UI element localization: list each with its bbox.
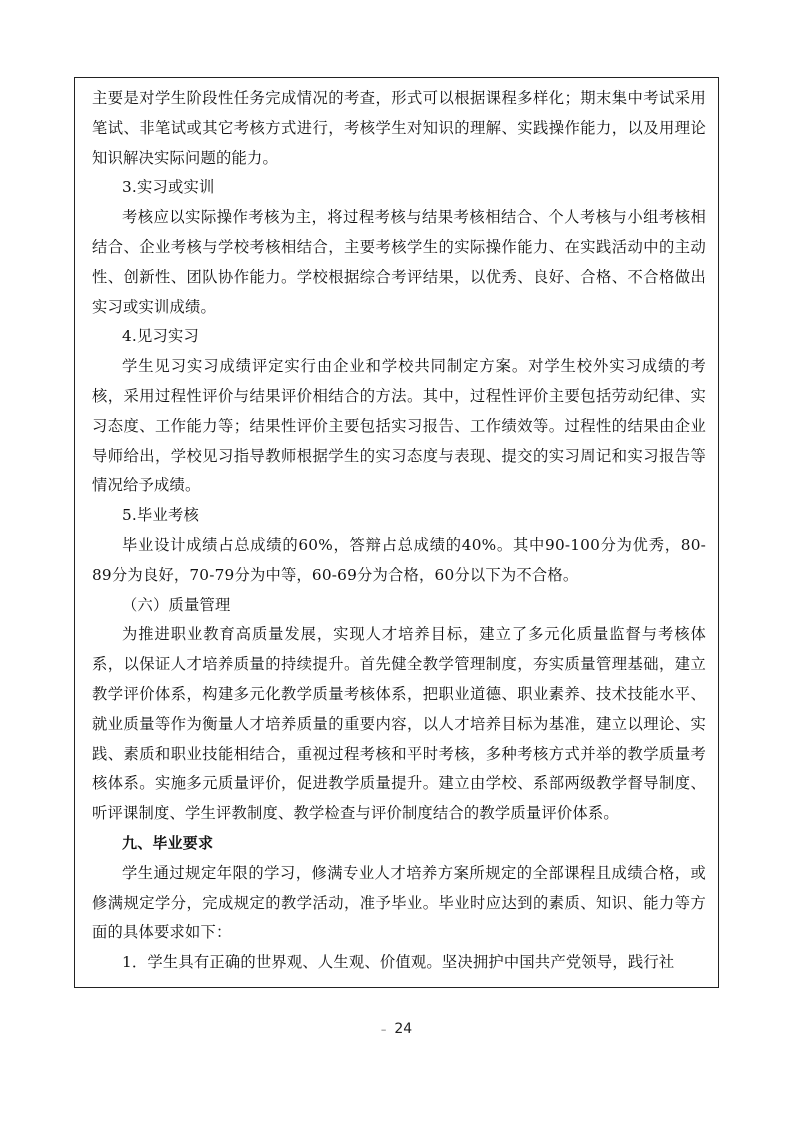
page-number — [0, 1021, 793, 1037]
page-number-dash: – — [380, 1023, 387, 1036]
paragraph-graduation-assessment: 毕业设计成绩占总成绩的60%，答辩占总成绩的40%。其中90-100分为优秀，80-89分为良好，70-79分为中等，60-69分为合格，60分以下为不合格。 — [92, 535, 706, 584]
heading-observe: 4.见习实习 — [122, 327, 199, 346]
paragraph-internship: 考核应以实际操作考核为主，将过程考核与结果考核相结合、个人考核与小组考核相结合、企业考核与学校考核相结合，主要考核学生的实际操作能力、在实践活动中的主动性、创新性、团队协作能力。学校根据综合考评结果，以优秀、良好、合格、不合格做出实习或实训成绩。 — [92, 208, 706, 316]
paragraph-quality-management: 为推进职业教育高质量发展，实现人才培养目标，建立了多元化质量监督与考核体系，以保证人才培养质量的持续提升。首先健全教学管理制度，夯实质量管理基础，建立教学评价体系，构建多元化教学质量考核体系，把职业道德、职业素养、技术技能水平、就业质量等作为衡量人才培养质量的重要内容，以人才培养目标为基准，建立以理论、实践、素质和职业技能相结合，重视过程考核和平时考核，多种考核方式并举的教学质量考核体系。实施多元质量评价，促进教学质量提升。建立由学校、系部两级教学督导制度、听评课制度、学生评教制度、教学检查与评价制度结合的教学质量评价体系。 — [92, 625, 706, 823]
heading-graduation-assessment: 5.毕业考核 — [122, 506, 199, 525]
heading-graduation-requirements: 九、毕业要求 — [122, 833, 214, 852]
page-number-value: 24 — [394, 1021, 413, 1037]
paragraph-observe: 学生见习实习成绩评定实行由企业和学校共同制定方案。对学生校外实习成绩的考核，采用过程性评价与结果评价相结合的方法。其中，过程性评价主要包括劳动纪律、实习态度、工作能力等；结果性评价主要包括实习报告、工作绩效等。过程性的结果由企业导师给出，学校见习指导教师根据学生的实习态度与表现、提交的实习周记和实习报告等情况给予成绩。 — [92, 357, 706, 495]
heading-internship: 3.实习或实训 — [122, 178, 215, 197]
document-body — [92, 84, 706, 978]
paragraph-assessment-cont: 主要是对学生阶段性任务完成情况的考查，形式可以根据课程多样化；期末集中考试采用笔试、非笔试或其它考核方式进行，考核学生对知识的理解、实践操作能力，以及用理论知识解决实际问题的能力。 — [92, 89, 706, 167]
paragraph-requirement-1: 1．学生具有正确的世界观、人生观、价值观。坚决拥护中国共产党领导，践行社 — [122, 953, 675, 972]
paragraph-graduation-requirements: 学生通过规定年限的学习，修满专业人才培养方案所规定的全部课程且成绩合格，或修满规定学分，完成规定的教学活动，准予毕业。毕业时应达到的素质、知识、能力等方面的具体要求如下： — [92, 863, 706, 942]
heading-quality-management: （六）质量管理 — [122, 595, 231, 614]
